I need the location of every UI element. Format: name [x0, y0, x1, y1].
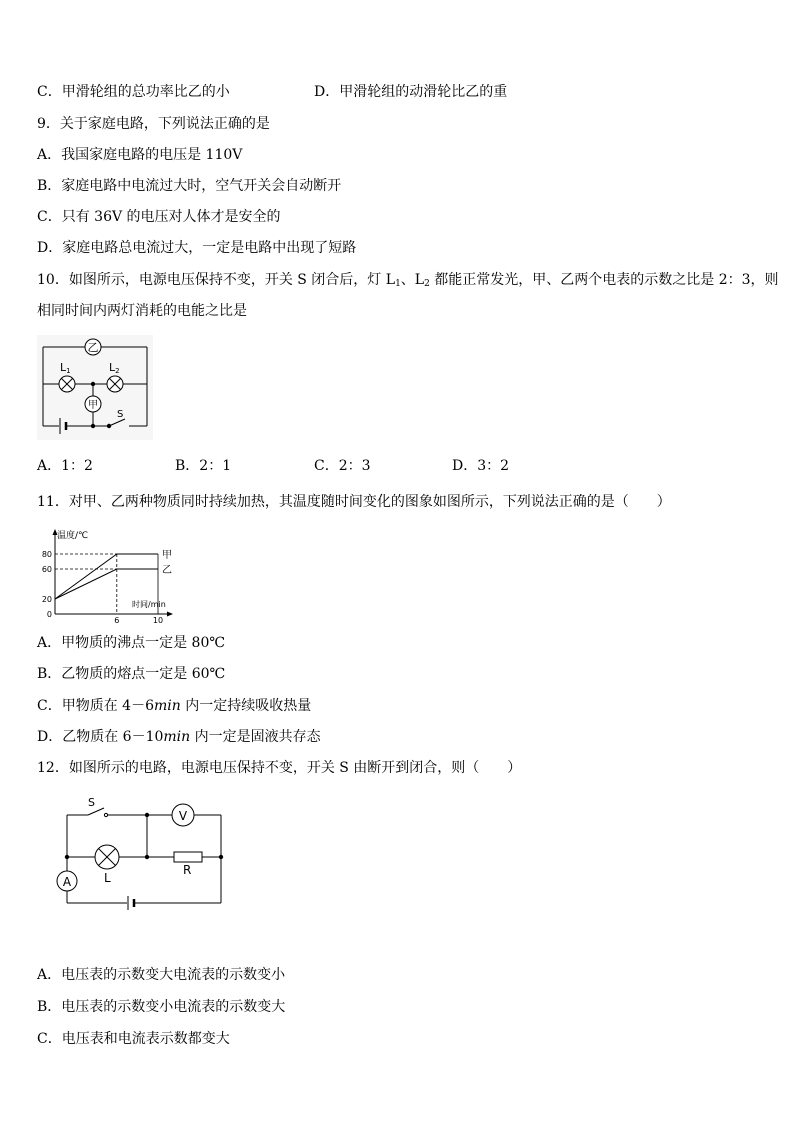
q11-stem: 11．对甲、乙两种物质同时持续加热，其温度随时间变化的图象如图所示，下列说法正确的是（ ） — [37, 494, 671, 510]
q10-option-d: D．3：2 — [452, 458, 510, 474]
q12-lamp-label: L — [104, 871, 111, 885]
voltmeter-icon — [172, 804, 194, 826]
ammeter-icon — [57, 871, 77, 891]
q12-option-c: C．电压表和电流表示数都变大 — [37, 1031, 230, 1047]
x-tick-label: 10 — [152, 616, 164, 625]
junction-dot — [145, 813, 149, 817]
q10-circuit-figure — [37, 335, 153, 440]
q11-chart-svg — [30, 526, 180, 626]
q9-option-d: D．家庭电路总电流过大，一定是电路中出现了短路 — [37, 240, 357, 256]
junction-dot — [91, 424, 95, 428]
meter-jia-icon — [85, 396, 101, 412]
q12-resistor-label: R — [183, 863, 192, 877]
q11-option-c — [37, 697, 311, 715]
series-label-yi: 乙 — [162, 565, 172, 576]
chart-xlabel: 时间/min — [132, 600, 166, 609]
q11-option-d-post: 内一定是固液共存态 — [190, 729, 321, 745]
q10-stem-part1: 10．如图所示，电源电压保持不变，开关 S 闭合后，灯 L — [37, 272, 396, 288]
q10-stem-line2: 相同时间内两灯消耗的电能之比是 — [37, 303, 247, 319]
ammeter-label: A — [62, 875, 72, 889]
q11-option-c-pre: C．甲物质在 4－6 — [37, 698, 154, 714]
meter-yi-label: 乙 — [87, 341, 99, 354]
lamp-l2-label: L2 — [109, 361, 120, 375]
q11-option-a: A．甲物质的沸点一定是 80℃ — [37, 635, 226, 651]
junction-dot — [91, 382, 95, 386]
series-line-yi — [55, 569, 158, 599]
chart-ylabel: 温度/℃ — [57, 531, 89, 541]
lamp-l2-icon — [107, 376, 123, 392]
x-axis-arrow — [167, 612, 173, 617]
q11-option-b: B．乙物质的熔点一定是 60℃ — [37, 666, 226, 682]
q11-option-d-pre: D．乙物质在 6－10 — [37, 729, 164, 745]
q10-option-b: B．2：1 — [175, 458, 232, 474]
x-tick-label: 6 — [114, 616, 120, 625]
series-label-jia: 甲 — [162, 550, 172, 561]
q12-option-a: A．电压表的示数变大电流表的示数变小 — [37, 967, 286, 983]
q10-sub2: 2 — [424, 279, 430, 289]
junction-dot — [219, 855, 223, 859]
meter-jia-label: 甲 — [88, 400, 98, 411]
lamp-l-icon — [95, 845, 119, 869]
q10-sep: 、L — [400, 272, 425, 288]
q11-option-d — [37, 728, 321, 746]
q12-circuit-svg — [50, 793, 230, 918]
switch-s-label: S — [117, 409, 124, 420]
resistor-icon — [174, 852, 202, 862]
switch-contact — [104, 813, 107, 816]
q10-option-c: C．2：3 — [314, 458, 371, 474]
y-tick-label: 80 — [41, 550, 52, 559]
q10-circuit-svg — [37, 335, 153, 440]
voltmeter-label: V — [178, 809, 188, 823]
series-line-jia — [55, 554, 158, 599]
q10-sub1: 1 — [395, 279, 401, 289]
q11-option-d-unit: min — [163, 729, 191, 745]
lamp-l1-label: L1 — [60, 361, 71, 375]
q9-option-c: C．只有 36V 的电压对人体才是安全的 — [37, 209, 281, 225]
q9-option-a: A．我国家庭电路的电压是 110V — [37, 147, 243, 163]
q9-option-b: B．家庭电路中电流过大时，空气开关会自动断开 — [37, 178, 342, 194]
junction-dot — [107, 424, 111, 428]
q11-option-c-unit: min — [153, 698, 181, 714]
q10-stem-part2: 都能正常发光，甲、乙两个电表的示数之比是 2：3，则 — [429, 272, 779, 288]
junction-dot — [145, 855, 149, 859]
y-tick-label: 20 — [41, 595, 52, 604]
q12-circuit-figure — [50, 793, 230, 918]
q10-option-a: A．1：2 — [37, 458, 93, 474]
junction-dot — [65, 855, 69, 859]
q12-switch-label: S — [88, 796, 95, 809]
q11-option-c-post: 内一定持续吸收热量 — [180, 698, 312, 714]
lamp-l1-icon — [59, 376, 75, 392]
q10-stem — [37, 271, 779, 289]
meter-yi-icon — [85, 339, 101, 355]
y-tick-label: 60 — [41, 565, 52, 574]
q12-option-b: B．电压表的示数变小电流表的示数变大 — [37, 999, 286, 1015]
q11-temperature-chart — [30, 526, 180, 626]
y-tick-label: 0 — [46, 610, 52, 619]
q8-option-d: D．甲滑轮组的动滑轮比乙的重 — [314, 84, 508, 100]
q12-stem: 12．如图所示的电路，电源电压保持不变，开关 S 由断开到闭合，则（ ） — [37, 760, 522, 776]
q9-stem: 9．关于家庭电路，下列说法正确的是 — [37, 116, 270, 132]
q8-option-c: C．甲滑轮组的总功率比乙的小 — [37, 84, 230, 100]
